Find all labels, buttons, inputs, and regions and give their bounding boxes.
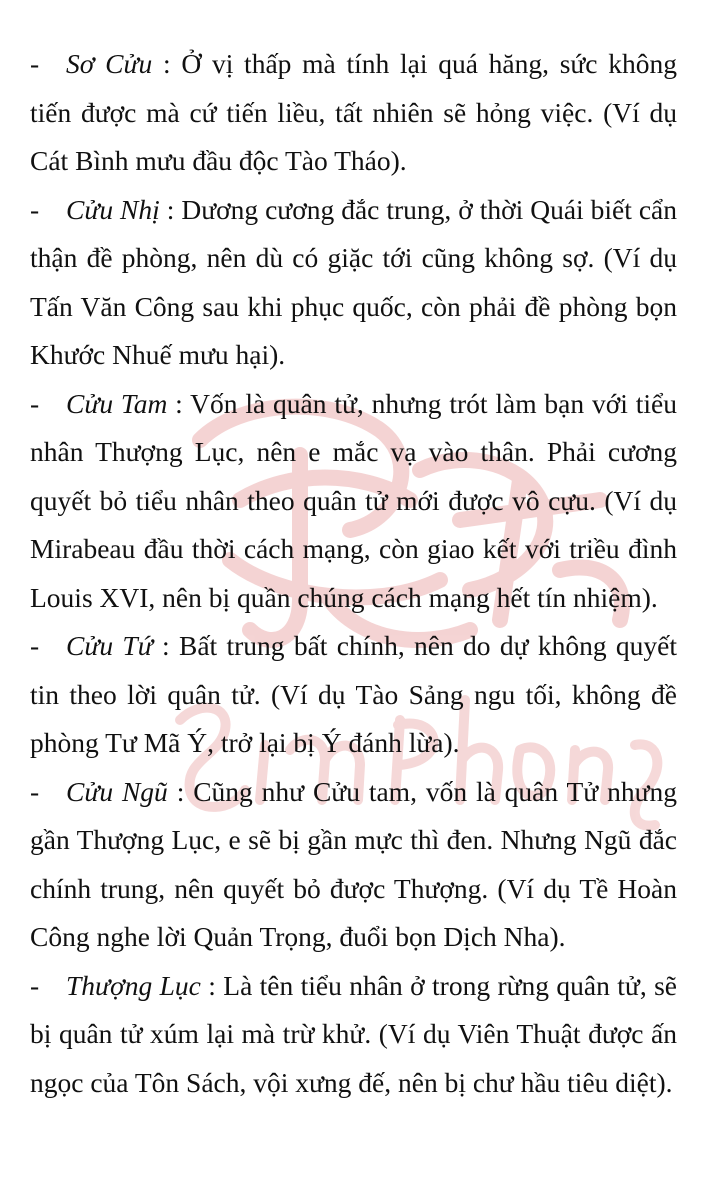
paragraph-cuu-ngu (30, 768, 677, 962)
list-dash: - (30, 969, 40, 1001)
hexagram-line-term: Thượng Lục (66, 969, 201, 1001)
paragraph-body: : Là tên tiểu nhân ở trong rừng quân tử, sẽ bị quân tử xúm lại mà trừ khử. (Ví dụ Viên Thuật được ấn ngọc của Tôn Sách, vội xưng đế, nên bị chư hầu tiêu diệt). (30, 969, 677, 1098)
list-dash: - (30, 775, 40, 807)
list-dash: - (30, 387, 40, 419)
paragraph-body: : Dương cương đắc trung, ở thời Quái biết cẩn thận đề phòng, nên dù có giặc tới cũng không sợ. (Ví dụ Tấn Văn Công sau khi phục quốc, còn phải đề phòng bọn Khước Nhuế mưu hại). (30, 193, 677, 370)
hexagram-line-term: Cửu Tứ (66, 630, 153, 661)
paragraph-cuu-nhi (30, 186, 677, 380)
paragraph-so-cuu (30, 40, 677, 186)
paragraph-body: : Cũng như Cửu tam, vốn là quân Tử nhưng gần Thượng Lục, e sẽ bị gần mực thì đen. Nhưng Ngũ đắc chính trung, nên quyết bỏ được Thượng. (Ví dụ Tề Hoàn Công nghe lời Quản Trọng, đuổi bọn Dịch Nha). (30, 775, 677, 952)
paragraph-cuu-tu (30, 622, 677, 768)
list-dash: - (30, 193, 40, 225)
list-dash: - (30, 48, 40, 79)
hexagram-line-term: Sơ Cửu (66, 48, 153, 79)
paragraph-body: : Bất trung bất chính, nên do dự không quyết tin theo lời quân tử. (Ví dụ Tào Sảng ngu tối, không đề phòng Tư Mã Ý, trở lại bị Ý đánh lừa). (30, 630, 677, 758)
hexagram-line-term: Cửu Ngũ (66, 775, 168, 807)
hexagram-line-term: Cửu Nhị (66, 193, 160, 225)
paragraph-thuong-luc (30, 962, 677, 1108)
hexagram-line-term: Cửu Tam (66, 387, 168, 419)
paragraph-body: : Vốn là quân tử, nhưng trót làm bạn với tiểu nhân Thượng Lục, nên e mắc vạ vào thân. Phải cương quyết bỏ tiểu nhân theo quân tử mới được vô cựu. (Ví dụ Mirabeau đầu thời cách mạng, còn giao kết với triều đình Louis XVI, nên bị quần chúng cách mạng hết tín nhiệm). (30, 387, 677, 613)
paragraph-cuu-tam (30, 380, 677, 623)
list-dash: - (30, 630, 40, 661)
paragraph-body: : Ở vị thấp mà tính lại quá hăng, sức không tiến được mà cứ tiến liều, tất nhiên sẽ hỏng việc. (Ví dụ Cát Bình mưu đầu độc Tào Tháo). (30, 48, 677, 176)
